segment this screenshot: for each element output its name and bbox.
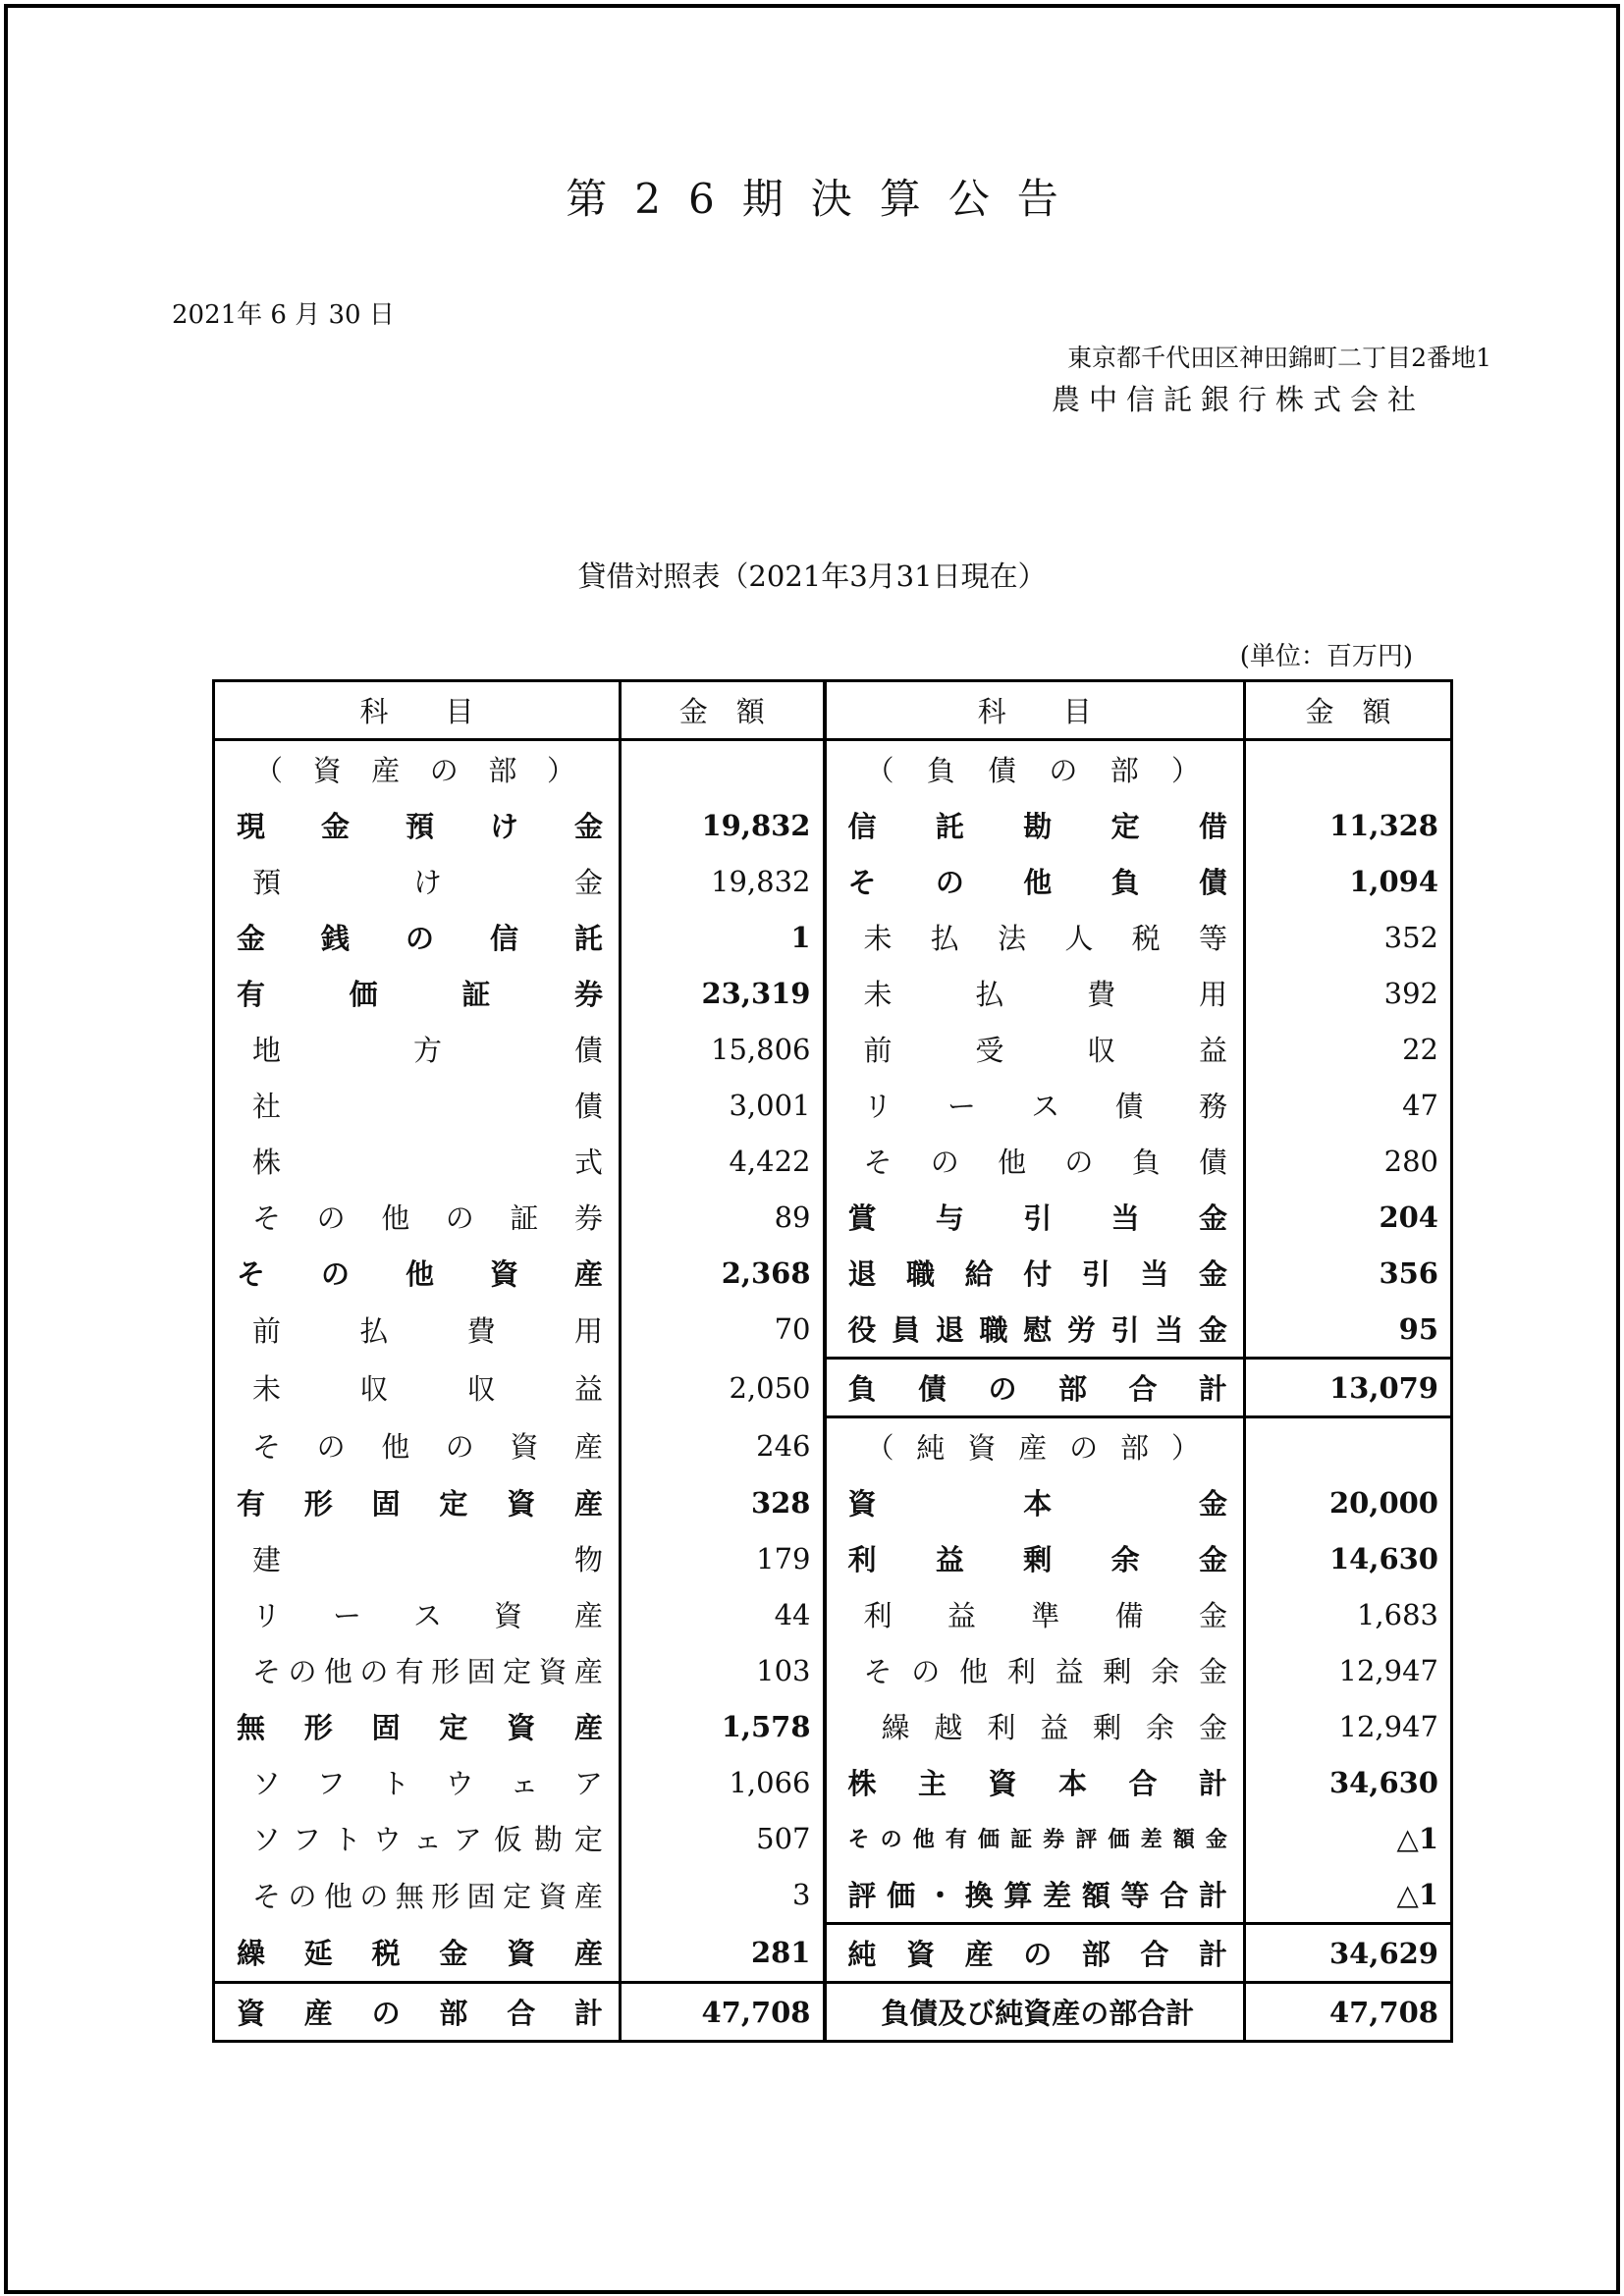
table-row bbox=[214, 853, 1452, 909]
right-item-cell bbox=[825, 1810, 1245, 1866]
left-amount-cell: 1,066 bbox=[621, 1754, 825, 1810]
left-amount-cell: 281 bbox=[621, 1924, 825, 1983]
right-item-label: 退 職 給 付 引 当 金 bbox=[847, 1257, 1227, 1291]
table-row bbox=[214, 1077, 1452, 1133]
right-amount-cell: 204 bbox=[1379, 1200, 1438, 1234]
table-row bbox=[214, 1359, 1452, 1417]
left-item-cell bbox=[214, 1530, 621, 1586]
right-item-label: そ の 他 の 負 債 bbox=[863, 1146, 1227, 1179]
left-item-label: 有 価 証 券 bbox=[237, 978, 603, 1011]
right-item-cell bbox=[825, 797, 1245, 853]
table-row bbox=[214, 1301, 1452, 1359]
left-amount-cell: 246 bbox=[621, 1417, 825, 1475]
right-amount-cell: 22 bbox=[1402, 1032, 1438, 1066]
right-item-label: 利 益 準 備 金 bbox=[863, 1599, 1227, 1632]
left-item-cell bbox=[214, 1586, 621, 1642]
left-amount-cell: 15,806 bbox=[621, 1021, 825, 1077]
table-row bbox=[214, 965, 1452, 1021]
table-row bbox=[214, 1417, 1452, 1475]
left-amount-cell: 89 bbox=[621, 1189, 825, 1245]
right-item-label: 評 価 ・ 換 算 差 額 等 合 計 bbox=[847, 1879, 1227, 1912]
right-amount-cell: 1,683 bbox=[1356, 1597, 1438, 1631]
table-row bbox=[214, 1189, 1452, 1245]
right-amount-cell: 11,328 bbox=[1329, 808, 1438, 842]
left-amount-cell: 1 bbox=[621, 909, 825, 965]
company-name: 農中信託銀行株式会社 bbox=[1052, 383, 1426, 416]
left-amount-cell: 103 bbox=[621, 1642, 825, 1698]
right-item-cell bbox=[825, 1133, 1245, 1189]
left-item-label: 建 物 bbox=[252, 1543, 603, 1576]
right-amount-cell: 95 bbox=[1398, 1311, 1438, 1346]
left-item-cell bbox=[214, 1077, 621, 1133]
left-item-label: ソ フ ト ウ ェ ア bbox=[252, 1767, 603, 1800]
right-item-label: 負 債 の 部 合 計 bbox=[847, 1372, 1227, 1406]
right-item-cell bbox=[825, 1754, 1245, 1810]
left-amount-cell: 47,708 bbox=[621, 1983, 825, 2042]
left-item-label: 未 収 収 益 bbox=[252, 1372, 603, 1406]
right-amount-cell bbox=[1245, 1417, 1452, 1475]
left-item-label: 株 式 bbox=[252, 1146, 603, 1179]
table-row bbox=[214, 1810, 1452, 1866]
table-row bbox=[214, 1866, 1452, 1924]
table-row bbox=[214, 1754, 1452, 1810]
table-row bbox=[214, 1586, 1452, 1642]
left-item-label: そ の 他 の 有 形 固 定 資 産 bbox=[252, 1655, 603, 1688]
right-item-label: 未 払 法 人 税 等 bbox=[863, 922, 1227, 955]
right-amount-cell: 352 bbox=[1383, 920, 1438, 954]
table-row bbox=[214, 1924, 1452, 1983]
right-item-label: リ ー ス 債 務 bbox=[863, 1090, 1227, 1123]
header-item-left: 科 目 bbox=[214, 681, 621, 740]
left-item-cell bbox=[214, 1133, 621, 1189]
table-row bbox=[214, 909, 1452, 965]
left-item-label: 地 方 債 bbox=[252, 1034, 603, 1067]
right-item-cell bbox=[825, 1359, 1245, 1417]
right-item-cell bbox=[825, 1021, 1245, 1077]
table-row bbox=[214, 740, 1452, 798]
left-amount-cell: 1,578 bbox=[621, 1698, 825, 1754]
right-amount-cell: 12,947 bbox=[1338, 1709, 1438, 1743]
left-item-label: 無 形 固 定 資 産 bbox=[237, 1711, 603, 1744]
left-item-cell bbox=[214, 1301, 621, 1359]
right-item-label: 未 払 費 用 bbox=[863, 978, 1227, 1011]
left-item-cell bbox=[214, 1359, 621, 1417]
table-row bbox=[214, 1698, 1452, 1754]
table-row bbox=[214, 1530, 1452, 1586]
right-item-label: そ の 他 利 益 剰 余 金 bbox=[863, 1655, 1227, 1688]
left-amount-cell: 3 bbox=[621, 1866, 825, 1924]
right-amount-cell: 20,000 bbox=[1329, 1485, 1438, 1520]
left-item-cell bbox=[214, 965, 621, 1021]
left-amount-cell: 19,832 bbox=[621, 797, 825, 853]
left-item-cell bbox=[214, 1642, 621, 1698]
right-item-label: 株 主 資 本 合 計 bbox=[847, 1767, 1227, 1800]
left-item-cell bbox=[214, 740, 621, 798]
right-amount-cell: 47,708 bbox=[1245, 1983, 1452, 2042]
left-item-cell bbox=[214, 1698, 621, 1754]
left-amount-cell: 44 bbox=[621, 1586, 825, 1642]
right-item-cell bbox=[825, 853, 1245, 909]
right-item-label: 負債及び純資産の部合計 bbox=[881, 1997, 1195, 2030]
right-item-label: 資 本 金 bbox=[847, 1487, 1227, 1521]
left-item-cell bbox=[214, 1474, 621, 1530]
left-amount-cell: 2,050 bbox=[621, 1359, 825, 1417]
left-amount-cell bbox=[621, 740, 825, 798]
right-item-cell bbox=[825, 1866, 1245, 1924]
right-item-label: 賞 与 引 当 金 bbox=[847, 1201, 1227, 1235]
company-address: 東京都千代田区神田錦町二丁目2番地1 bbox=[1067, 344, 1491, 372]
left-amount-cell: 2,368 bbox=[621, 1245, 825, 1301]
right-item-label: そ の 他 負 債 bbox=[847, 866, 1227, 899]
right-item-label: 信 託 勘 定 借 bbox=[847, 810, 1227, 843]
balance-sheet-title: 貸借対照表（2021年3月31日現在） bbox=[577, 560, 1047, 593]
right-amount-cell: △1 bbox=[1396, 1821, 1438, 1855]
left-item-label: （ 資 産 の 部 ） bbox=[254, 754, 575, 787]
right-item-cell bbox=[825, 740, 1245, 798]
right-item-cell bbox=[825, 1245, 1245, 1301]
left-item-cell bbox=[214, 1189, 621, 1245]
right-item-cell bbox=[825, 1189, 1245, 1245]
right-amount-cell: 12,947 bbox=[1338, 1653, 1438, 1687]
left-amount-cell: 3,001 bbox=[621, 1077, 825, 1133]
right-item-cell bbox=[825, 1474, 1245, 1530]
left-item-cell bbox=[214, 853, 621, 909]
right-item-cell bbox=[825, 1642, 1245, 1698]
table-row bbox=[214, 1474, 1452, 1530]
right-item-label: （ 純 資 産 の 部 ） bbox=[865, 1431, 1200, 1465]
right-amount-cell bbox=[1245, 740, 1452, 798]
left-amount-cell: 4,422 bbox=[621, 1133, 825, 1189]
left-item-label: 預 け 金 bbox=[252, 866, 603, 899]
left-item-label: 資 産 の 部 合 計 bbox=[237, 1997, 603, 2030]
left-item-label: 前 払 費 用 bbox=[252, 1313, 603, 1348]
left-item-cell bbox=[214, 1021, 621, 1077]
table-row bbox=[214, 1983, 1452, 2042]
left-item-cell bbox=[214, 1754, 621, 1810]
announcement-date: 2021年 6 月 30 日 bbox=[172, 300, 395, 330]
balance-sheet-table bbox=[212, 679, 1453, 2043]
left-item-cell bbox=[214, 1245, 621, 1301]
right-item-cell bbox=[825, 1586, 1245, 1642]
right-item-cell bbox=[825, 1077, 1245, 1133]
left-amount-cell: 70 bbox=[621, 1301, 825, 1359]
unit-label: (単位：百万円) bbox=[1239, 642, 1413, 671]
left-item-label: そ の 他 の 資 産 bbox=[252, 1430, 603, 1465]
right-item-label: （ 負 債 の 部 ） bbox=[865, 754, 1200, 787]
left-item-label: 有 形 固 定 資 産 bbox=[237, 1487, 603, 1521]
left-amount-cell: 23,319 bbox=[621, 965, 825, 1021]
left-amount-cell: 328 bbox=[621, 1474, 825, 1530]
table-row bbox=[214, 1642, 1452, 1698]
table-header-row bbox=[214, 681, 1452, 740]
right-amount-cell: 13,079 bbox=[1245, 1359, 1452, 1417]
table-row bbox=[214, 1021, 1452, 1077]
right-amount-cell: 1,094 bbox=[1349, 864, 1438, 898]
left-item-cell bbox=[214, 1417, 621, 1475]
right-item-cell bbox=[825, 1530, 1245, 1586]
right-amount-cell: 47 bbox=[1402, 1088, 1438, 1122]
page-title: 第26期決算公告 bbox=[566, 175, 1086, 223]
left-item-label: 金 銭 の 信 託 bbox=[237, 922, 603, 955]
left-item-label: ソ フ ト ウ ェ ア 仮 勘 定 bbox=[252, 1823, 603, 1856]
right-amount-cell: 356 bbox=[1379, 1255, 1438, 1290]
left-amount-cell: 507 bbox=[621, 1810, 825, 1866]
right-item-label: 純 資 産 の 部 合 計 bbox=[847, 1938, 1227, 1971]
left-item-label: 現 金 預 け 金 bbox=[237, 810, 603, 843]
right-item-label: 利 益 剰 余 金 bbox=[847, 1543, 1227, 1576]
left-amount-cell: 179 bbox=[621, 1530, 825, 1586]
right-item-cell bbox=[825, 909, 1245, 965]
right-item-label: 役 員 退 職 慰 労 引 当 金 bbox=[847, 1313, 1227, 1347]
right-item-cell bbox=[825, 1983, 1245, 2042]
header-amount-left: 金 額 bbox=[621, 681, 825, 740]
right-amount-cell: 392 bbox=[1383, 976, 1438, 1010]
right-amount-cell: 34,629 bbox=[1245, 1924, 1452, 1983]
left-item-cell bbox=[214, 1810, 621, 1866]
right-amount-cell: 34,630 bbox=[1329, 1765, 1438, 1799]
left-item-cell bbox=[214, 797, 621, 853]
left-item-cell bbox=[214, 1924, 621, 1983]
left-item-cell bbox=[214, 909, 621, 965]
left-item-label: そ の 他 の 証 券 bbox=[252, 1201, 603, 1235]
table-row bbox=[214, 1133, 1452, 1189]
right-item-cell bbox=[825, 1698, 1245, 1754]
left-item-label: そ の 他 資 産 bbox=[237, 1257, 603, 1291]
left-item-label: リ ー ス 資 産 bbox=[252, 1599, 603, 1632]
right-amount-cell: 280 bbox=[1383, 1144, 1438, 1178]
table-row bbox=[214, 797, 1452, 853]
left-item-label: そ の 他 の 無 形 固 定 資 産 bbox=[252, 1879, 603, 1913]
header-item-right: 科 目 bbox=[825, 681, 1245, 740]
left-item-cell bbox=[214, 1983, 621, 2042]
right-item-cell bbox=[825, 965, 1245, 1021]
right-item-cell bbox=[825, 1417, 1245, 1475]
left-item-label: 繰 延 税 金 資 産 bbox=[237, 1937, 603, 1971]
right-item-label: 前 受 収 益 bbox=[863, 1034, 1227, 1067]
left-item-cell bbox=[214, 1866, 621, 1924]
right-item-label: 繰 越 利 益 剰 余 金 bbox=[881, 1711, 1227, 1744]
left-item-label: 社 債 bbox=[252, 1090, 603, 1123]
right-amount-cell: 14,630 bbox=[1329, 1541, 1438, 1575]
right-item-cell bbox=[825, 1301, 1245, 1359]
right-amount-cell: △1 bbox=[1396, 1877, 1438, 1911]
header-amount-right: 金 額 bbox=[1245, 681, 1452, 740]
right-item-label: そ の 他 有 価 証 券 評 価 差 額 金 bbox=[847, 1827, 1227, 1852]
table-row bbox=[214, 1245, 1452, 1301]
left-amount-cell: 19,832 bbox=[621, 853, 825, 909]
right-item-cell bbox=[825, 1924, 1245, 1983]
